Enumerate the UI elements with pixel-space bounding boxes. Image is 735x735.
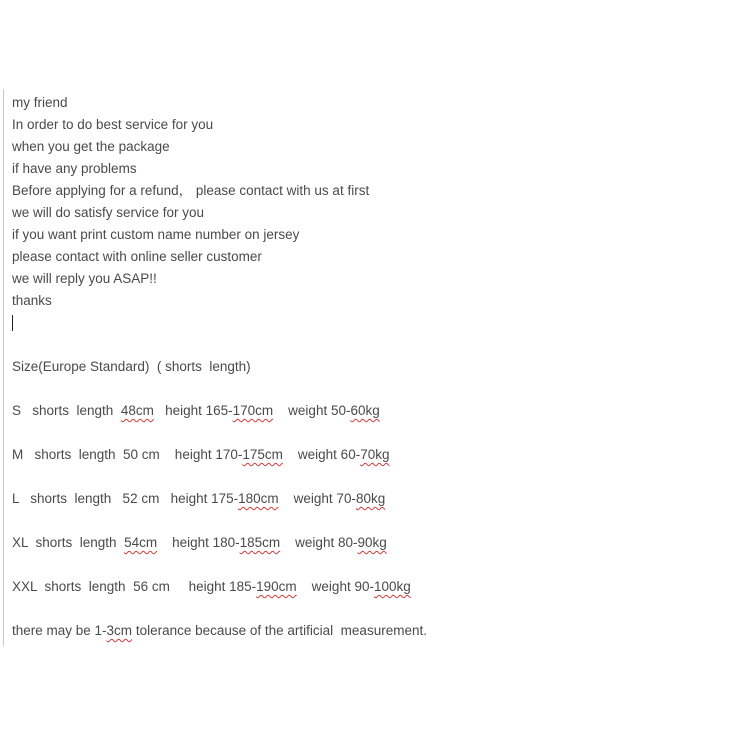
spell-error: 185cm	[239, 535, 281, 550]
intro-line: my friend	[12, 95, 68, 110]
spell-error: 80kg	[355, 491, 386, 506]
spell-error: 100kg	[373, 579, 411, 594]
size-heading: Size(Europe Standard) ( shorts length)	[12, 359, 251, 374]
spell-error: 3cm	[106, 623, 133, 638]
size-row-s: S shorts length 48cm height 165-170cm weight 50-60kg	[12, 403, 380, 418]
spell-error: 70kg	[360, 447, 390, 462]
spell-error: 54cm	[124, 535, 158, 550]
size-row-m: M shorts length 50 cm height 170-175cm weight 60-70kg	[12, 447, 390, 462]
intro-line: when you get the package	[12, 139, 170, 154]
intro-line: Before applying for a refund， please contact with us at first	[12, 183, 370, 198]
intro-line: In order to do best service for you	[12, 117, 214, 132]
spell-error: 190cm	[256, 579, 297, 594]
size-row-l: L shorts length 52 cm height 175-180cm weight 70-80kg	[12, 491, 386, 506]
spell-error: 175cm	[242, 447, 283, 462]
intro-line: please contact with online seller customer	[12, 249, 262, 264]
intro-line: we will reply you ASAP!!	[12, 271, 157, 286]
document-body[interactable]	[0, 89, 735, 646]
intro-line: if you want print custom name number on jersey	[12, 227, 300, 242]
size-row-xxl: XXL shorts length 56 cm height 185-190cm weight 90-100kg	[12, 579, 411, 594]
spell-error: 90kg	[357, 535, 387, 550]
size-row-xl: XL shorts length 54cm height 180-185cm weight 80-90kg	[12, 535, 387, 550]
spell-error: 180cm	[238, 491, 279, 506]
intro-line: thanks	[12, 293, 52, 308]
intro-line: we will do satisfy service for you	[12, 205, 205, 220]
tolerance-note: there may be 1-3cm tolerance because of the artificial measurement.	[12, 623, 427, 638]
spell-error: 48cm	[120, 403, 154, 418]
page-margin-line	[3, 89, 4, 646]
text-cursor	[12, 315, 13, 331]
intro-line: if have any problems	[12, 161, 137, 176]
spell-error: 60kg	[350, 403, 380, 418]
spell-error: 170cm	[232, 403, 274, 418]
